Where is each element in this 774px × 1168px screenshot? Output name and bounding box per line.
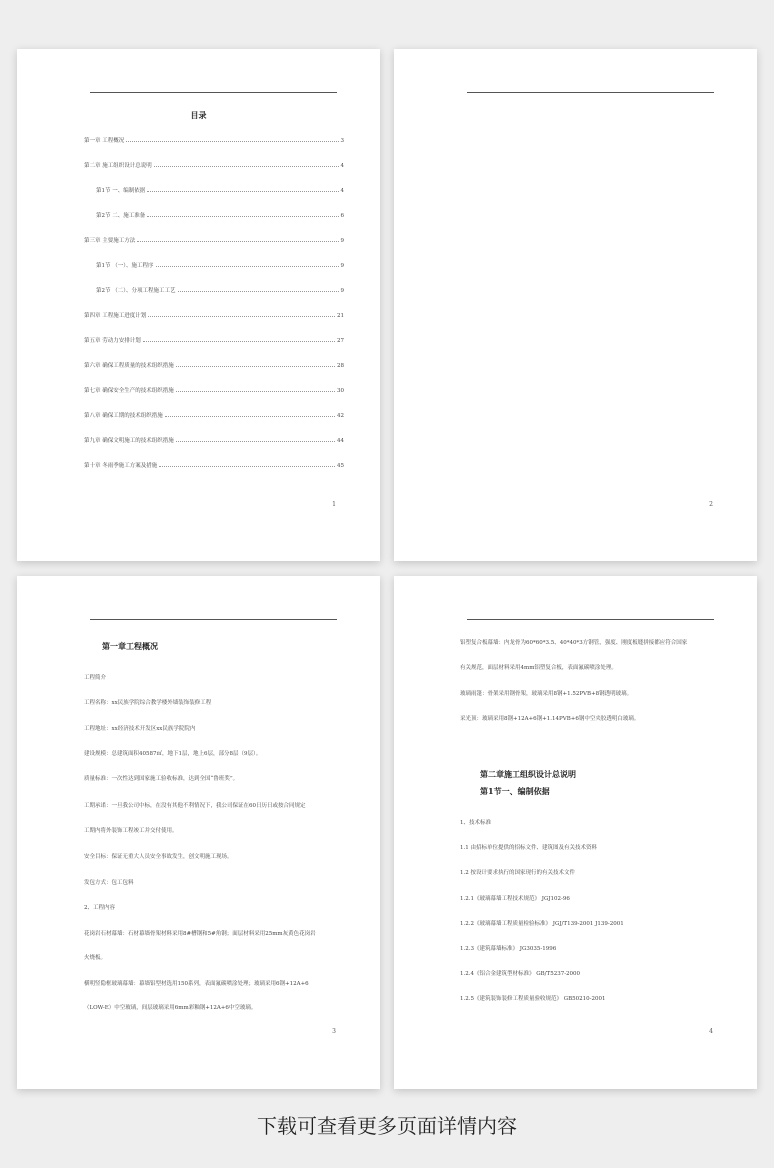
body-line: 1.2.5《建筑装饰装修工程质量验收规范》 GB50210-2001	[460, 996, 606, 1002]
toc-item[interactable]: 第五章 劳动力安排计划 27	[84, 338, 344, 344]
toc-item[interactable]: 第1节 一、编制依据 4	[96, 188, 344, 194]
body-line: 采光顶：玻璃采用8钢+12A+6钢+1.14PVB+6钢中空夹胶透明白玻璃。	[460, 716, 640, 722]
body-line: 1.2.4《铝合金建筑型材标准》 GB/T5237-2000	[460, 971, 581, 977]
body-line: 火烧板。	[84, 955, 107, 961]
toc-item[interactable]: 第二章 施工组织设计总说明 4	[84, 163, 344, 169]
chapter-heading: 第一章工程概况	[102, 641, 158, 651]
body-line: 1.2.3《建筑幕墙标准》 JG3035-1996	[460, 946, 557, 952]
download-caption: 下载可查看更多页面详情内容	[257, 1114, 517, 1138]
watermark: ​	[140, 481, 154, 501]
toc-item[interactable]: 第三章 主要施工方法 9	[84, 238, 344, 244]
body-line: （LOW-E）中空玻璃，间层玻璃采用6mm彩釉钢+12A+6中空玻璃。	[84, 1005, 257, 1011]
chapter-heading: 第二章施工组织设计总说明	[480, 769, 576, 779]
body-line: 工程名称：xx民族学院综合教学楼外墙装饰装修工程	[84, 700, 212, 706]
body-line: 工程地址：xx经济技术开发区xx民族学院院内	[84, 726, 196, 732]
toc-item[interactable]: 第十章 冬雨季施工方案及措施 45	[84, 463, 344, 469]
body-line: 花岗岩石材幕墙：石材幕墙骨架材料采用8#槽钢和5#角钢；面层材料采用25mm灰黄色花岗岩	[84, 931, 316, 937]
body-line: 质量标准：一次性达到国家施工验收标准，达到全国“鲁班奖”。	[84, 776, 239, 782]
body-line: 安全目标：保证无重大人员安全事故发生，创文明施工现场。	[84, 854, 233, 860]
body-line: 铝塑复合板幕墙：内龙骨为60*60*3.5、40*40*3方钢管，强度、刚度板缝拼接都应符合国家	[460, 640, 688, 646]
page-4-design-basis	[394, 576, 757, 1089]
toc-item[interactable]: 第1节 （一）、施工程序 9	[96, 263, 344, 269]
body-line: 工程简介	[84, 675, 107, 681]
section-heading: 第1节一、编制依据	[480, 786, 550, 796]
body-line: 1.2 按设计要求执行的国家现行的有关技术文件	[460, 870, 575, 876]
body-line: 横明竖隐框玻璃幕墙：幕墙铝型材选用150系列，表面氟碳喷涂处理；玻璃采用6钢+12A+6	[84, 981, 309, 987]
toc-title: 目录	[190, 110, 207, 120]
toc-item[interactable]: 第七章 确保安全生产的技术组织措施 30	[84, 388, 344, 394]
header-rule	[467, 619, 714, 620]
toc-item[interactable]: 第九章 确保文明施工的技术组织措施 44	[84, 438, 344, 444]
toc-item[interactable]: 第六章 确保工程质量的技术组织措施 28	[84, 363, 344, 369]
page-number: 1	[332, 501, 336, 508]
header-rule	[90, 619, 337, 620]
page-number: 4	[709, 1028, 713, 1035]
body-line: 玻璃雨篷：骨架采用钢骨架，玻璃采用8钢+1.52PVB+8钢透明玻璃。	[460, 691, 633, 697]
toc-item[interactable]: 第八章 确保工期的技术组织措施 42	[84, 413, 344, 419]
page-number: 2	[709, 501, 713, 508]
page-1-toc	[17, 49, 380, 561]
toc-item[interactable]: 第一章 工程概况 3	[84, 138, 344, 144]
body-line: 发包方式：包工包料	[84, 880, 134, 886]
body-line: 有关规范，面层材料采用4mm铝塑复合板，表面氟碳喷涂处理。	[460, 665, 617, 671]
body-line: 工期承诺：一旦我公司中标，在没有其他不利情况下，我公司保证在60日历日或按合同规定	[84, 803, 306, 809]
body-line: 1、技术标准	[460, 820, 491, 826]
page-3-project-overview	[17, 576, 380, 1089]
page-2-blank	[394, 49, 757, 561]
toc-item[interactable]: 第2节 二、施工准备 6	[96, 213, 344, 219]
body-line: 1.2.2《玻璃幕墙工程质量检验标准》 JGJ/T139-2001 J139-2001	[460, 921, 624, 927]
toc-item[interactable]: 第2节 （二）、分项工程施工工艺 9	[96, 288, 344, 294]
toc-item[interactable]: 第四章 工程施工进度计划 21	[84, 313, 344, 319]
body-line: 建设规模：总建筑面积40587㎡，地下1层，地上6层，部分8层（9层）。	[84, 751, 262, 757]
body-line: 1.2.1《玻璃幕墙工程技术规范》 JGJ102-96	[460, 896, 570, 902]
header-rule	[467, 92, 714, 93]
header-rule	[90, 92, 337, 93]
body-line: 工期内将外装饰工程竣工并交付使用。	[84, 828, 178, 834]
body-line: 1.1 由招标单位提供的招标文件、建筑图及有关技术资料	[460, 845, 597, 851]
body-line: 2、工程内容	[84, 905, 115, 911]
page-number: 3	[332, 1028, 336, 1035]
